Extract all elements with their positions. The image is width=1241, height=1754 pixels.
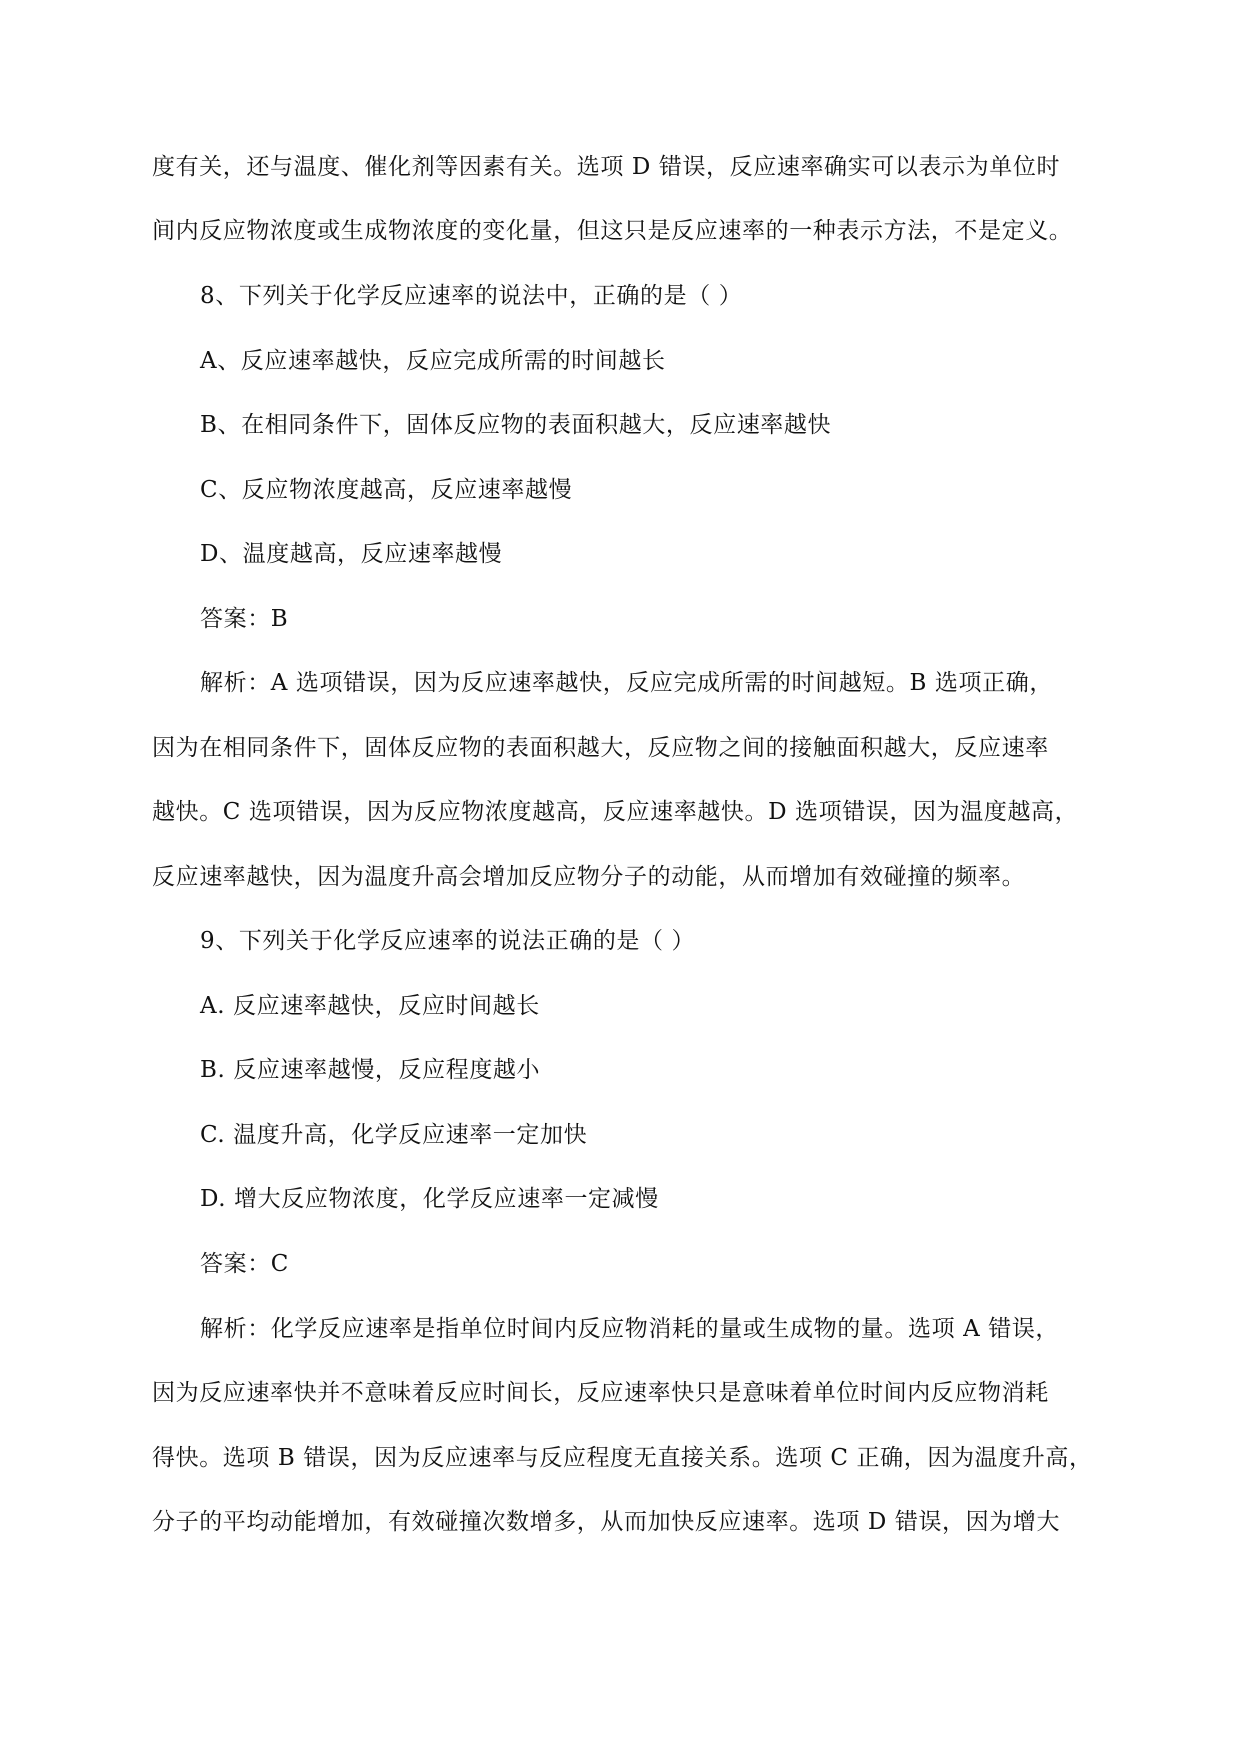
question-8-explanation: 越快。C 选项错误，因为反应物浓度越高，反应速率越快。D 选项错误，因为温度越高， [152,799,1079,825]
question-9-option-c: C. 温度升高，化学反应速率一定加快 [200,1122,588,1148]
question-8-answer: 答案：B [200,606,289,632]
question-8-explanation: 解析：A 选项错误，因为反应速率越快，反应完成所需的时间越短。B 选项正确， [200,670,1053,696]
question-9-explanation: 解析：化学反应速率是指单位时间内反应物消耗的量或生成物的量。选项 A 错误， [200,1316,1060,1342]
question-9-explanation: 分子的平均动能增加，有效碰撞次数增多，从而加快反应速率。选项 D 错误，因为增大 [152,1509,1061,1535]
question-8-option-c: C、反应物浓度越高，反应速率越慢 [200,477,573,503]
question-9-option-a: A. 反应速率越快，反应时间越长 [200,993,540,1019]
question-9-explanation: 因为反应速率快并不意味着反应时间长，反应速率快只是意味着单位时间内反应物消耗 [152,1380,1049,1406]
question-8-explanation: 因为在相同条件下，固体反应物的表面积越大，反应物之间的接触面积越大，反应速率 [152,735,1049,761]
text-line: 间内反应物浓度或生成物浓度的变化量，但这只是反应速率的一种表示方法，不是定义。 [152,218,1073,244]
question-9-option-b: B. 反应速率越慢，反应程度越小 [200,1057,541,1083]
question-8-option-a: A、反应速率越快，反应完成所需的时间越长 [200,348,666,374]
question-8-explanation: 反应速率越快，因为温度升高会增加反应物分子的动能，从而增加有效碰撞的频率。 [152,864,1026,890]
question-8-stem: 8、下列关于化学反应速率的说法中，正确的是（ ） [200,283,743,309]
text-line: 度有关，还与温度、催化剂等因素有关。选项 D 错误，反应速率确实可以表示为单位时 [152,154,1061,180]
question-9-stem: 9、下列关于化学反应速率的说法正确的是（ ） [200,928,696,954]
question-8-option-d: D、温度越高，反应速率越慢 [200,541,503,567]
question-8-option-b: B、在相同条件下，固体反应物的表面积越大，反应速率越快 [200,412,832,438]
question-9-answer: 答案：C [200,1251,289,1277]
question-9-explanation: 得快。选项 B 错误，因为反应速率与反应程度无直接关系。选项 C 正确，因为温度升高， [152,1445,1093,1471]
question-9-option-d: D. 增大反应物浓度，化学反应速率一定减慢 [200,1186,659,1212]
